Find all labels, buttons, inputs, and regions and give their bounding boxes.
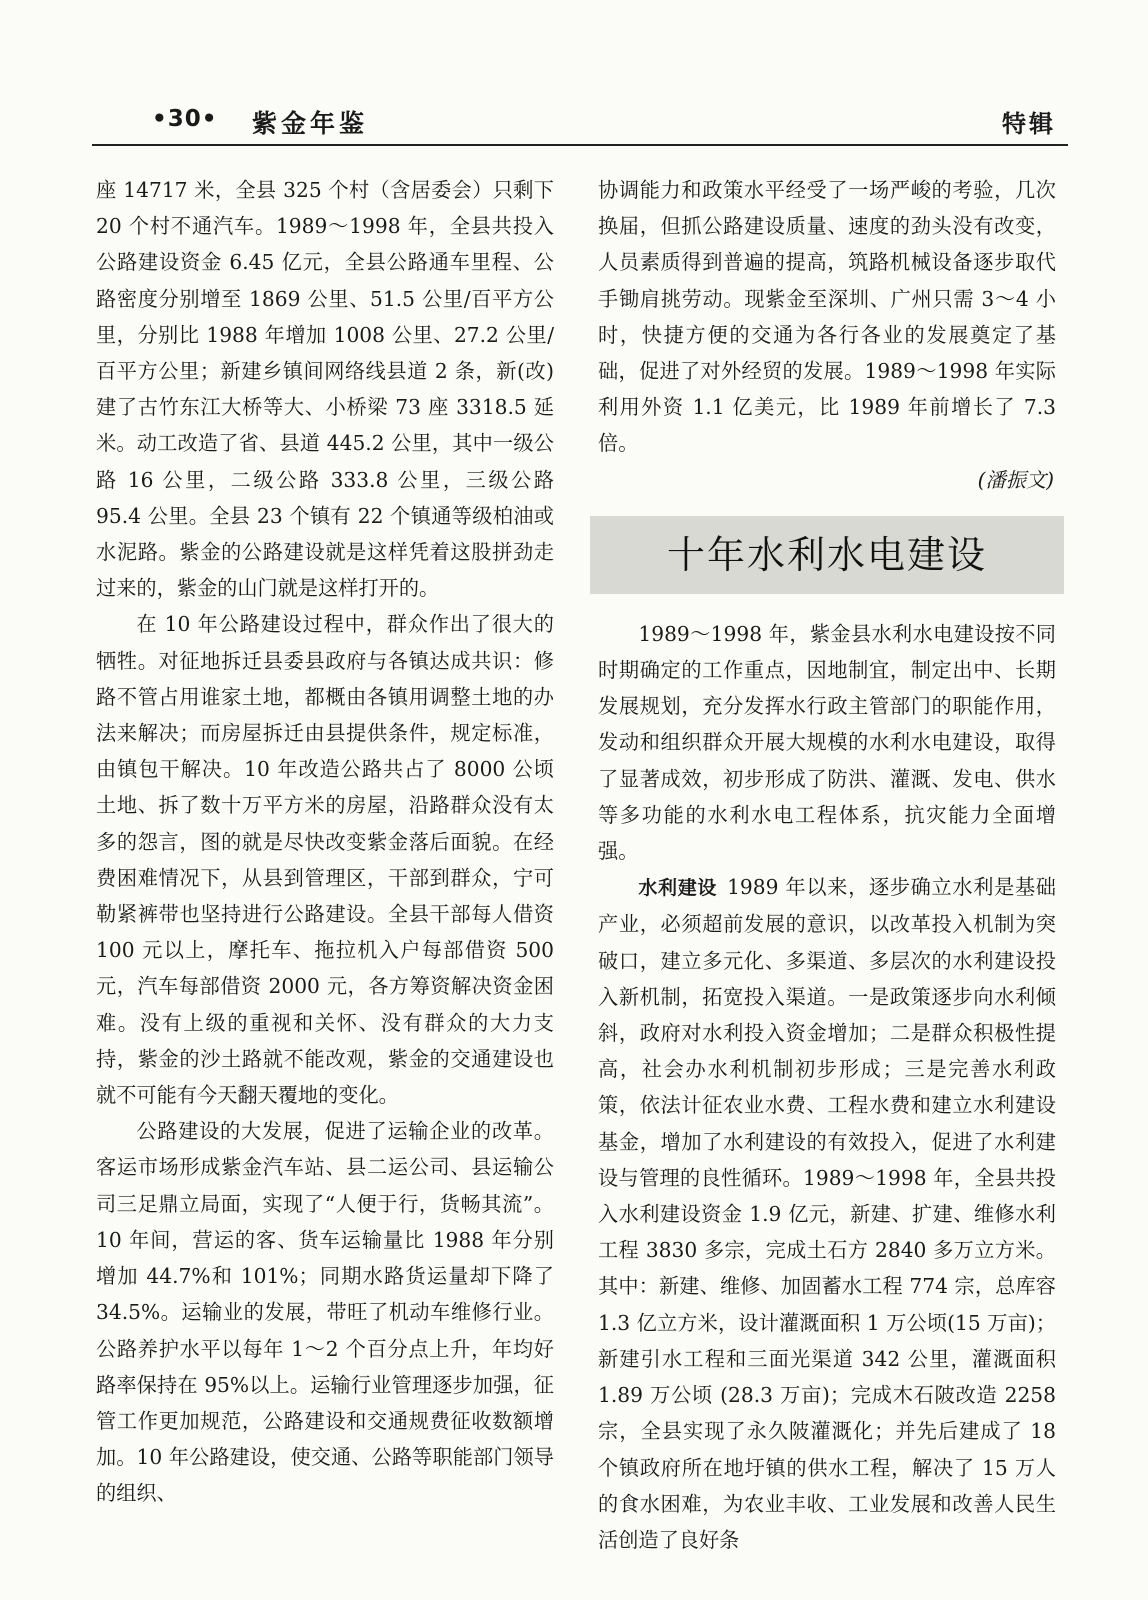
paragraph: 座 14717 米，全县 325 个村（含居委会）只剩下 20 个村不通汽车。1989～1998 年，全县共投入公路建设资金 6.45 亿元，全县公路通车里程、公路密度分别增至 1869 公里、51.5 公里/百平方公里，分别比 1988 年增加 1008 公里、27.2 公里/百平方公里；新建乡镇间网络线县道 2 条，新(改)建了古竹东江大桥等大、小桥梁 73 座 3318.5 延米。动工改造了省、县道 445.2 公里，其中一级公路 16 公里，二级公路 333.8 公里，三级公路 95.4 公里。全县 23 个镇有 22 个镇通等级柏油或水泥路。紫金的公路建设就是这样凭着这股拼劲走过来的，紫金的山门就是这样打开的。 [96, 178, 554, 601]
paragraph: 协调能力和政策水平经受了一场严峻的考验，几次换届，但抓公路建设质量、速度的劲头没有改变，人员素质得到普遍的提高，筑路机械设备逐步取代手锄肩挑劳动。现紫金至深圳、广州只需 3～4 小时，快捷方便的交通为各行各业的发展奠定了基础，促进了对外经贸的发展。1989～1998 年实际利用外资 1.1 亿美元，比 1989 年前增长了 7.3 倍。 [598, 178, 1056, 456]
subsection-heading: 水利建设 [638, 877, 718, 900]
book-title: 紫金年鉴 [252, 109, 369, 138]
page-number: •30• [152, 106, 218, 132]
author-credit: (潘振文) [977, 467, 1054, 492]
paragraph-text: 1989 年以来，逐步确立水利是基础产业，必须超前发展的意识，以改革投入机制为突破口，建立多元化、多渠道、多层次的水利建设投入新机制，拓宽投入渠道。一是政策逐步向水利倾斜，政府对水利投入资金增加；二是群众积极性提高，社会办水利机制初步形成；三是完善水利政策，依法计征农业水费、工程水费和建立水利建设基金，增加了水利建设的有效投入，促进了水利建设与管理的良性循环。1989～1998 年，全县共投入水利建设资金 1.9 亿元，新建、扩建、维修水利工程 3830 多宗，完成土石方 2840 多万立方米。其中：新建、维修、加固蓄水工程 774 宗，总库容 1.3 亿立方米，设计灌溉面积 1 万公顷(15 万亩)；新建引水工程和三面光渠道 342 公里，灌溉面积 1.89 万公顷 (28.3 万亩)；完成木石陂改造 2258 宗，全县实现了永久陂灌溉化；并先后建成了 18 个镇政府所在地圩镇的供水工程，解决了 15 万人的食水困难，为农业丰收、工业发展和改善人民生活创造了良好条 [598, 875, 1056, 1552]
page-header [92, 100, 1068, 146]
paragraph: 1989～1998 年，紫金县水利水电建设按不同时期确定的工作重点，因地制宜，制定出中、长期发展规划，充分发挥水行政主管部门的职能作用，发动和组织群众开展大规模的水利水电建设，取得了显著成效，初步形成了防洪、灌溉、发电、供水等多功能的水利水电工程体系，抗灾能力全面增强。 [598, 621, 1056, 864]
section-label: 特辑 [1002, 110, 1056, 138]
article-title: 十年水利水电建设 [590, 516, 1064, 594]
paragraph: 在 10 年公路建设过程中，群众作出了很大的牺牲。对征地拆迁县委县政府与各镇达成共识：修路不管占用谁家土地，都概由各镇用调整土地的办法来解决；而房屋拆迁由县提供条件，规定标准，由镇包干解决。10 年改造公路共占了 8000 公顷土地、拆了数十万平方米的房屋，沿路群众没有太多的怨言，图的就是尽快改变紫金落后面貌。在经费困难情况下，从县到管理区，干部到群众，宁可勒紧裤带也坚持进行公路建设。全县干部每人借资 100 元以上，摩托车、拖拉机入户每部借资 500 元，汽车每部借资 2000 元，各方筹资解决资金困难。没有上级的重视和关怀、没有群众的大力支持，紫金的沙土路就不能改观，紫金的交通建设也就不可能有今天翻天覆地的变化。 [96, 612, 554, 1108]
left-column [96, 172, 554, 1512]
paragraph: 公路建设的大发展，促进了运输企业的改革。客运市场形成紫金汽车站、县二运公司、县运输公司三足鼎立局面，实现了“人便于行，货畅其流”。10 年间，营运的客、货车运输量比 1988 年分别增加 44.7%和 101%；同期水路货运量却下降了 34.5%。运输业的发展，带旺了机动车维修行业。公路养护水平以每年 1～2 个百分点上升，年均好路率保持在 95%以上。运输行业管理逐步加强，征管工作更加规范，公路建设和交通规费征收数额增加。10 年公路建设，使交通、公路等职能部门领导的组织、 [96, 1119, 554, 1506]
paragraph [598, 869, 1056, 1558]
right-column [598, 172, 1056, 1558]
